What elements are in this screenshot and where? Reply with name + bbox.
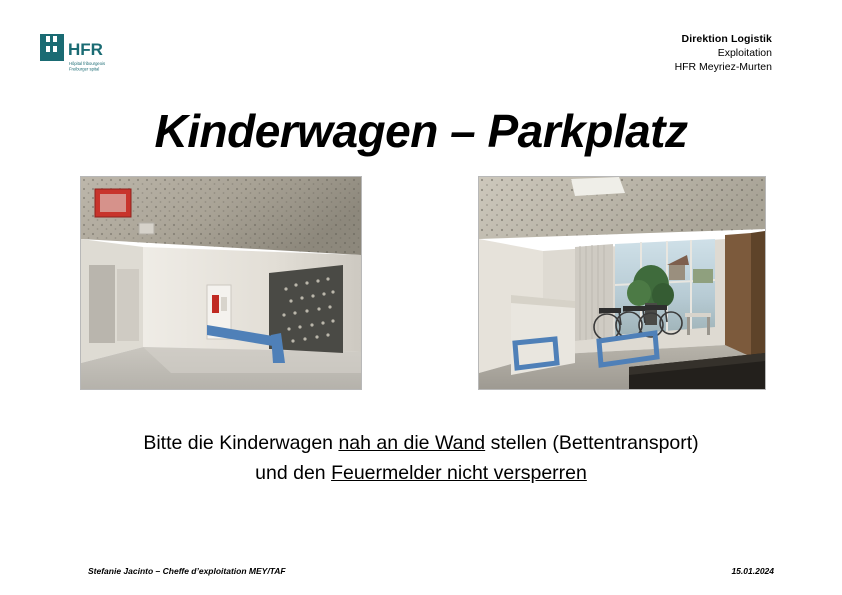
header-department: Direktion Logistik xyxy=(681,33,772,45)
svg-text:Freiburger spital: Freiburger spital xyxy=(69,66,100,72)
photo-waiting-area xyxy=(478,176,766,390)
svg-text:HFR: HFR xyxy=(68,40,103,59)
caption-line2-part1: und den xyxy=(255,462,332,485)
caption-line2-underlined: Feuermelder nicht versperren xyxy=(331,462,587,485)
header-block xyxy=(675,33,772,75)
hfr-logo xyxy=(38,28,110,76)
photo-corridor xyxy=(80,176,362,390)
header-site: HFR Meyriez-Murten xyxy=(674,60,772,73)
caption-line1-part2: stellen (Bettentransport) xyxy=(485,432,699,454)
footer-date: 15.01.2024 xyxy=(731,566,774,576)
caption-line1-part1: Bitte die Kinderwagen xyxy=(143,432,339,454)
svg-text:Hôpital fribourgeois: Hôpital fribourgeois xyxy=(69,61,106,66)
instruction-text xyxy=(0,428,842,488)
header-division: Exploitation xyxy=(717,46,772,59)
caption-line1-underlined: nah an die Wand xyxy=(338,432,486,454)
footer-author: Stefanie Jacinto – Cheffe d’exploitation MEY/TAF xyxy=(88,566,286,576)
caption-line2 xyxy=(0,458,842,488)
page-title: Kinderwagen – Parkplatz xyxy=(154,105,688,157)
